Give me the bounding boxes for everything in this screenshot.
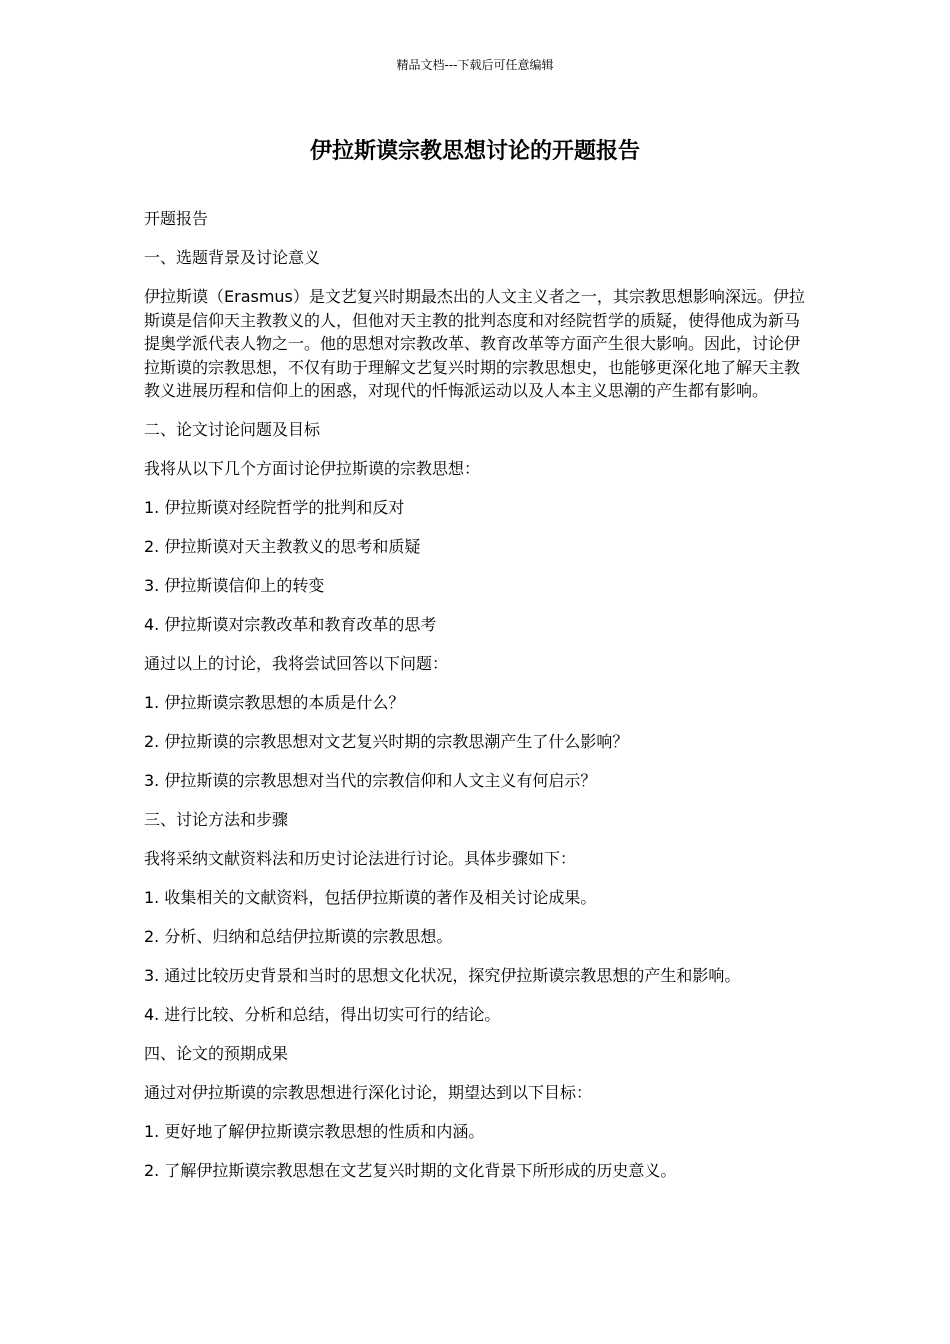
list-item: 4. 进行比较、分析和总结，得出切实可行的结论。 [144,1005,501,1024]
section-heading-outcomes: 四、论文的预期成果 [144,1044,289,1063]
questions-intro: 我将从以下几个方面讨论伊拉斯谟的宗教思想： [144,459,481,478]
list-item: 4. 伊拉斯谟对宗教改革和教育改革的思考 [144,615,437,634]
list-item: 1. 伊拉斯谟宗教思想的本质是什么？ [144,693,405,712]
methods-intro: 我将采纳文献资料法和历史讨论法进行讨论。具体步骤如下： [144,849,577,868]
list-item: 3. 伊拉斯谟信仰上的转变 [144,576,325,595]
list-item: 2. 了解伊拉斯谟宗教思想在文艺复兴时期的文化背景下所形成的历史意义。 [144,1161,677,1180]
outcomes-intro: 通过对伊拉斯谟的宗教思想进行深化讨论，期望达到以下目标： [144,1083,593,1102]
report-label: 开题报告 [144,209,209,228]
questions-answer-intro: 通过以上的讨论，我将尝试回答以下问题： [144,654,449,673]
document-body [144,207,806,1198]
section-heading-background: 一、选题背景及讨论意义 [144,248,321,267]
list-item: 1. 伊拉斯谟对经院哲学的批判和反对 [144,498,405,517]
list-item: 2. 伊拉斯谟对天主教教义的思考和质疑 [144,537,421,556]
document-title: 伊拉斯谟宗教思想讨论的开题报告 [309,139,640,164]
list-item: 1. 更好地了解伊拉斯谟宗教思想的性质和内涵。 [144,1122,485,1141]
list-item: 3. 通过比较历史背景和当时的思想文化状况，探究伊拉斯谟宗教思想的产生和影响。 [144,966,741,985]
page-header-watermark: 精品文档---下载后可任意编辑 [396,58,554,72]
background-paragraph: 伊拉斯谟（Erasmus）是文艺复兴时期最杰出的人文主义者之一，其宗教思想影响深远。伊拉斯谟是信仰天主教教义的人，但他对天主教的批判态度和对经院哲学的质疑，使得他成为新马提奥学派代表人物之一。他的思想对宗教改革、教育改革等方面产生很大影响。因此，讨论伊拉斯谟的宗教思想，不仅有助于理解文艺复兴时期的宗教思想史，也能够更深化地了解天主教教义进展历程和信仰上的困惑，对现代的忏悔派运动以及人本主义思潮的产生都有影响。 [144,287,805,400]
list-item: 1. 收集相关的文献资料，包括伊拉斯谟的著作及相关讨论成果。 [144,888,597,907]
section-heading-questions: 二、论文讨论问题及目标 [144,420,321,439]
list-item: 2. 分析、归纳和总结伊拉斯谟的宗教思想。 [144,927,453,946]
list-item: 2. 伊拉斯谟的宗教思想对文艺复兴时期的宗教思潮产生了什么影响？ [144,732,629,751]
section-heading-methods: 三、讨论方法和步骤 [144,810,289,829]
list-item: 3. 伊拉斯谟的宗教思想对当代的宗教信仰和人文主义有何启示？ [144,771,597,790]
